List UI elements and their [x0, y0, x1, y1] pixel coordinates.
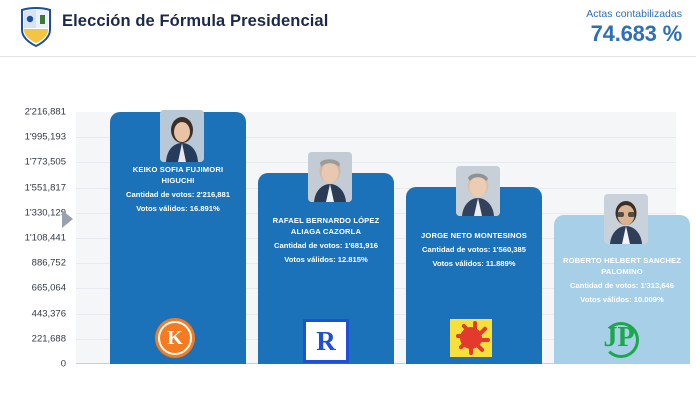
y-tick: 0 — [60, 358, 66, 370]
candidate-name-2-line2: ALIAGA CAZORLA — [290, 227, 362, 236]
candidate-valid-2: Votos válidos: 12.815% — [284, 255, 368, 264]
y-tick: 221,688 — [31, 333, 66, 345]
actas-value: 74.683 % — [590, 21, 682, 46]
portrait-rafael-lopez-aliaga — [308, 152, 352, 202]
candidate-name-1-line1: KEIKO SOFIA FUJIMORI — [132, 165, 224, 174]
party-letter-jp: JP — [603, 322, 635, 353]
portrait-keiko-fujimori — [160, 110, 204, 162]
party-logo-renovacion-popular[interactable] — [303, 319, 349, 359]
page-title: Elección de Fórmula Presidencial — [62, 12, 329, 30]
y-tick: 1'330,129 — [24, 207, 66, 219]
candidate-votes-4: Cantidad de votos: 1'313,646 — [570, 281, 674, 290]
party-letter-k: K — [158, 321, 192, 355]
candidate-valid-1: Votos válidos: 16.891% — [136, 204, 220, 213]
y-tick: 2'216,881 — [24, 106, 66, 118]
actas-label: Actas contabilizadas — [586, 8, 682, 20]
page-header — [0, 0, 696, 57]
portrait-roberto-sanchez-palomino — [604, 194, 648, 244]
party-logo-juntos-por-el-peru[interactable] — [597, 319, 643, 359]
y-tick: 443,376 — [31, 308, 66, 320]
portrait-jorge-neto-montesinos — [456, 166, 500, 216]
results-bar-chart — [0, 56, 696, 419]
y-tick: 1'995,193 — [24, 131, 66, 143]
candidate-votes-1: Cantidad de votos: 2'216,881 — [126, 190, 230, 199]
candidate-name-3-line1: JORGE NETO MONTESINOS — [421, 231, 527, 240]
y-tick: 886,752 — [31, 257, 66, 269]
y-tick: 665,064 — [31, 282, 66, 294]
party-logo-fuerza-popular[interactable] — [155, 318, 201, 358]
party-logo-sol[interactable] — [450, 319, 496, 359]
party-letter-r: R — [303, 319, 349, 363]
y-tick: 1'773,505 — [24, 156, 66, 168]
y-tick: 1'108,441 — [24, 232, 66, 244]
candidate-name-4-line2: PALOMINO — [601, 267, 643, 276]
sun-icon — [450, 319, 492, 357]
peru-coat-of-arms-icon — [18, 6, 54, 48]
candidate-valid-4: Votos válidos: 10.009% — [580, 295, 664, 304]
candidate-valid-3: Votos válidos: 11.889% — [432, 259, 516, 268]
candidate-name-2-line1: RAFAEL BERNARDO LÓPEZ — [272, 216, 380, 225]
candidate-votes-3: Cantidad de votos: 1'560,385 — [422, 245, 526, 254]
candidate-votes-2: Cantidad de votos: 1'681,916 — [274, 241, 378, 250]
jp-circle-icon — [603, 322, 639, 358]
candidate-name-4-line1: ROBERTO HELBERT SANCHEZ — [562, 256, 682, 265]
y-axis — [0, 106, 72, 370]
y-tick: 1'551,817 — [24, 182, 66, 194]
leader-marker-icon — [62, 210, 73, 228]
candidate-name-1-line2: HIGUCHI — [161, 176, 195, 185]
